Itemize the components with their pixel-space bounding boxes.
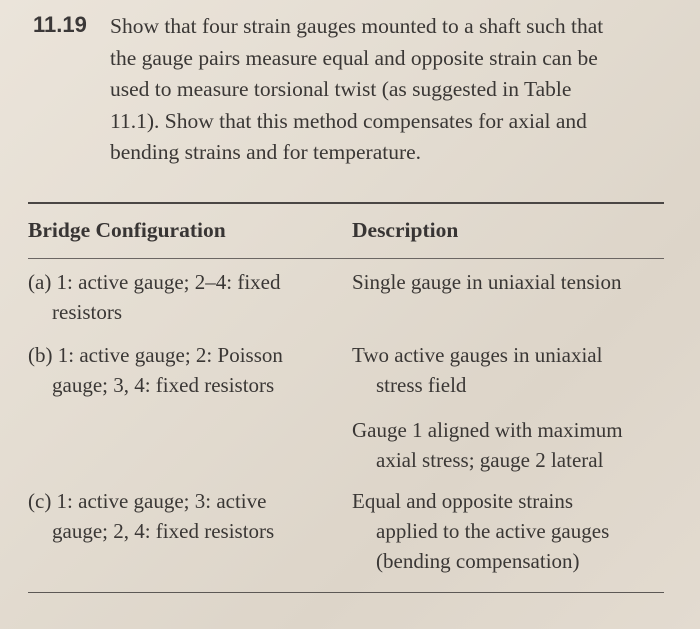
table-row-b-config [28,340,283,400]
table-row-a-config [28,267,280,327]
table-row-b-description [352,340,602,400]
cell-line: gauge; 2, 4: fixed resistors [52,519,275,543]
cell-line: (c) 1: active gauge; 3: active [28,489,267,513]
problem-line: bending strains and for temperature. [110,140,422,164]
problem-line: used to measure torsional twist (as suggested in Table [110,77,572,101]
cell-line: Two active gauges in uniaxial [352,343,603,367]
table-bottom-rule [28,592,664,593]
column-header-bridge-configuration: Bridge Configuration [28,218,226,242]
column-header-description: Description [352,218,459,242]
cell-line: resistors [52,300,122,324]
cell-line: applied to the active gauges [376,519,610,543]
table-row-b-description-cont [352,415,623,475]
table-top-rule [28,202,664,204]
problem-line: Show that four strain gauges mounted to a shaft such that [110,14,604,38]
problem-line: the gauge pairs measure equal and opposite strain can be [110,45,598,70]
cell-line: Gauge 1 aligned with maximum [352,418,623,442]
table-header-rule [28,258,664,259]
cell-line: (a) 1: active gauge; 2–4: fixed [28,270,281,294]
cell-line: stress field [376,373,467,397]
table-row-c-description [352,486,609,576]
cell-line: Equal and opposite strains [352,489,574,513]
table-row-a-description [352,267,621,297]
problem-statement [110,11,685,169]
cell-line: axial stress; gauge 2 lateral [376,448,604,472]
cell-line: (b) 1: active gauge; 2: Poisson [28,343,283,367]
problem-number: 11.19 [33,12,87,37]
cell-line: Single gauge in uniaxial tension [352,270,622,294]
problem-line: 11.1). Show that this method compensates for axial and [110,108,587,133]
cell-line: gauge; 3, 4: fixed resistors [52,373,275,397]
table-row-c-config [28,486,274,546]
cell-line: (bending compensation) [376,549,580,573]
